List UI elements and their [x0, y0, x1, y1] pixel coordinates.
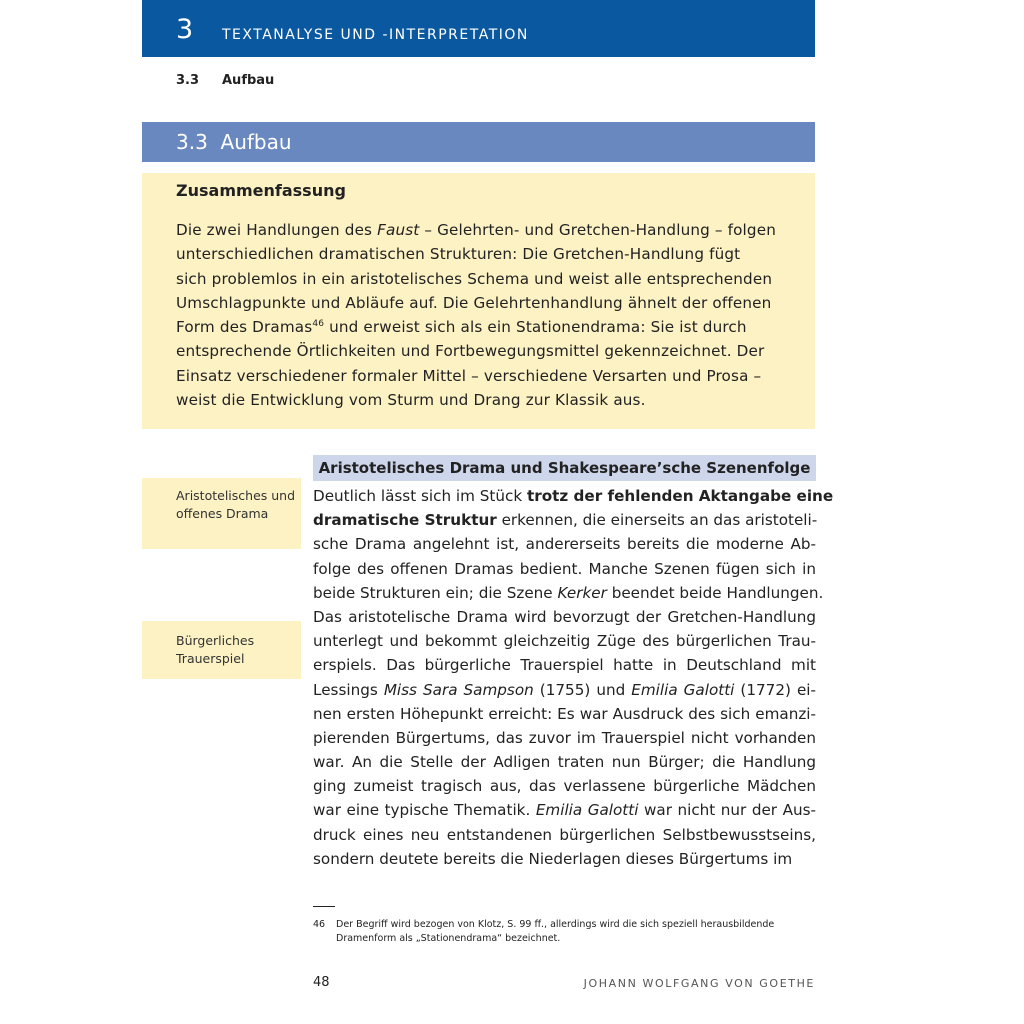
summary-line: entsprechende Örtlichkeiten und Fortbewegungsmittel gekennzeichnet. Der — [176, 342, 765, 361]
body-text — [313, 484, 834, 871]
body-line: Deutlich lässt sich im Stück trotz der fehlenden Aktangabe eine — [313, 487, 834, 505]
summary-line: weist die Entwicklung vom Sturm und Drang zur Klassik aus. — [176, 391, 646, 410]
body-line: beide Strukturen ein; die Szene Kerker beendet beide Handlungen. — [313, 583, 824, 602]
page-number: 48 — [313, 975, 330, 990]
body-line: dramatische Struktur erkennen, die einerseits an das aristoteli- — [313, 511, 818, 530]
running-section-title: Aufbau — [222, 73, 275, 88]
footnote-number: 46 — [313, 919, 326, 930]
margin-note-buergerliches-trauerspiel: Bürgerliches Trauerspiel — [142, 621, 301, 679]
summary-line: sich problemlos in ein aristotelisches Schema und weist alle entsprechenden — [176, 269, 773, 288]
body-line: unterlegt und bekommt gleichzeitig Züge des bürgerlichen Trau- — [313, 632, 816, 651]
body-line: pierenden Bürgertums, das zuvor im Trauerspiel nicht vorhanden — [313, 728, 816, 747]
body-line: sche Drama angelehnt ist, andererseits bereits die moderne Ab- — [313, 535, 816, 554]
summary-line: Umschlagpunkte und Abläufe auf. Die Gelehrtenhandlung ähnelt der offenen — [176, 293, 772, 312]
summary-line: Form des Dramas$^{46}$ und erweist sich als ein Stationendrama: Sie ist durch — [176, 318, 747, 337]
summary-heading: Zusammenfassung — [176, 181, 346, 200]
subheading: Aristotelisches Drama und Shakespeare’sche Szenenfolge — [318, 459, 811, 477]
summary-line: unterschiedlichen dramatischen Strukturen: Die Gretchen-Handlung fügt — [176, 245, 741, 264]
margin-note-aristotelian-drama: Aristotelisches und offenes Drama — [142, 478, 301, 549]
section-title: 3.3 Aufbau — [176, 130, 292, 154]
body-line: war. An die Stelle der Adligen traten nun Bürger; die Handlung — [313, 753, 816, 772]
summary-line: Einsatz verschiedener formaler Mittel – verschiedene Versarten und Prosa – — [176, 366, 762, 385]
body-line: Lessings Miss Sara Sampson (1755) und Emilia Galotti (1772) ei- — [313, 680, 817, 699]
body-line: Das aristotelische Drama wird bevorzugt der Gretchen-Handlung — [313, 607, 816, 626]
body-line: folge des offenen Dramas bedient. Manche Szenen fügen sich in — [313, 559, 816, 578]
summary-line: Die zwei Handlungen des Faust – Gelehrten- und Gretchen-Handlung – folgen — [176, 221, 776, 239]
chapter-number: 3 — [176, 14, 194, 45]
running-section-number: 3.3 — [176, 73, 200, 88]
body-line: druck eines neu entstandenen bürgerlichen Selbstbewusstseins, — [313, 825, 816, 844]
footer-author: JOHANN WOLFGANG VON GOETHE — [583, 977, 815, 990]
summary-text — [176, 218, 808, 412]
body-line: erspiels. Das bürgerliche Trauerspiel hatte in Deutschland mit — [313, 656, 816, 675]
body-line: sondern deutete bereits die Niederlagen dieses Bürgertums im — [313, 849, 793, 868]
body-line: ging zumeist tragisch aus, das verlassene bürgerliche Mädchen — [313, 777, 816, 796]
chapter-title: TEXTANALYSE UND -INTERPRETATION — [222, 27, 529, 43]
body-line: nen ersten Höhepunkt erreicht: Es war Ausdruck des sich emanzi- — [313, 704, 816, 723]
footnote-rule — [313, 906, 335, 907]
footnote-text: Der Begriff wird bezogen von Klotz, S. 99 ff., allerdings wird die sich speziell herausbildende Dramenform als „Stationendrama“ bezeichnet. — [336, 919, 775, 944]
body-line: war eine typische Thematik. Emilia Galotti war nicht nur der Aus- — [313, 801, 816, 820]
